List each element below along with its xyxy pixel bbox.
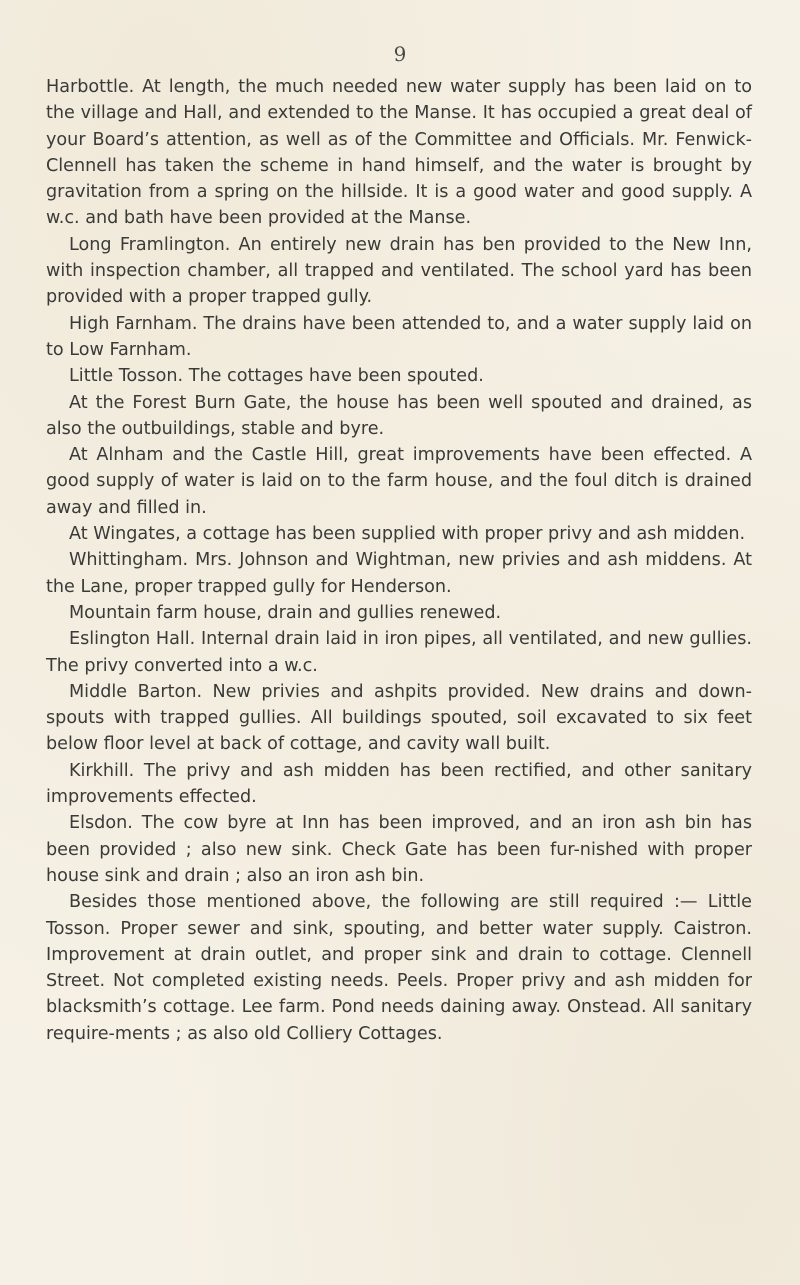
- paragraph-long-framlington: Long Framlington. An entirely new drain has ben provided to the New Inn, with inspection chamber, all trapped and ventilated. The school yard has been provided with a proper trapped gully.: [46, 234, 752, 308]
- paragraph-harbottle: Harbottle. At length, the much needed new water supply has been laid on to the village and Hall, and extended to the Manse. It has occupied a great deal of your Board’s attention, as well as of the Committee and Officials. Mr. Fenwick-Clennell has taken the scheme in hand himself, and the water is brought by gravitation from a spring on the hillside. It is a good water and good supply. A w.c. and bath have been provided at the Manse.: [46, 77, 752, 229]
- page-number: 9: [393, 42, 407, 66]
- report-body: [46, 74, 752, 1047]
- paragraph-elsdon: Elsdon. The cow byre at Inn has been improved, and an iron ash bin has been provided ; also new sink. Check Gate has been fur-nished with proper house sink and drain ; also an iron ash bin.: [46, 813, 752, 886]
- paragraph-alnham: At Alnham and the Castle Hill, great improvements have been effected. A good supply of water is laid on to the farm house, and the foul ditch is drained away and filled in.: [46, 445, 752, 518]
- paragraph-high-farnham: High Farnham. The drains have been attended to, and a water supply laid on to Low Farnham.: [46, 313, 752, 360]
- paragraph-little-tosson: Little Tosson. The cottages have been spouted.: [69, 366, 484, 387]
- paragraph-forest-burn-gate: At the Forest Burn Gate, the house has been well spouted and drained, as also the outbuildings, stable and byre.: [46, 392, 752, 439]
- paragraph-eslington-hall: Eslington Hall. Internal drain laid in iron pipes, all ventilated, and new gullies. The privy converted into a w.c.: [46, 629, 752, 676]
- paragraph-wingates: At Wingates, a cottage has been supplied with proper privy and ash midden.: [69, 524, 746, 545]
- paragraph-kirkhill: Kirkhill. The privy and ash midden has been rectified, and other sanitary improvements effected.: [46, 760, 752, 808]
- paragraph-still-required: Besides those mentioned above, the following are still required :— Little Tosson. Proper sewer and sink, spouting, and better water supply. Caistron. Improvement at drain outlet, and proper sink and drain to cottage. Clennell Street. Not completed existing needs. Peels. Proper privy and ash midden for blacksmith’s cottage. Lee farm. Pond needs daining away. Onstead. All sanitary require-ments ; as also old Colliery Cottages.: [46, 892, 752, 1044]
- paragraph-middle-barton: Middle Barton. New privies and ashpits provided. New drains and down-spouts with trapped gullies. All buildings spouted, soil excavated to six feet below floor level at back of cottage, and cavity wall built.: [46, 681, 752, 755]
- paragraph-mountain-farm: Mountain farm house, drain and gullies renewed.: [69, 602, 502, 623]
- paragraph-whittingham: Whittingham. Mrs. Johnson and Wightman, new privies and ash middens. At the Lane, proper trapped gully for Henderson.: [46, 550, 752, 597]
